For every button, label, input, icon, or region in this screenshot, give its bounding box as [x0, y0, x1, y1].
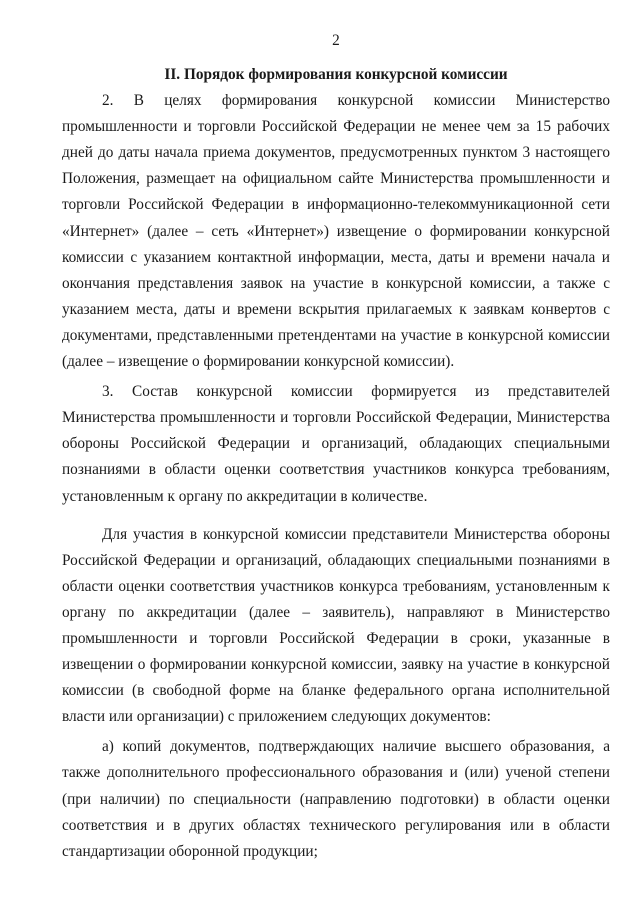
section-heading: II. Порядок формирования конкурсной комиссии [164, 66, 508, 83]
page-number: 2 [332, 32, 340, 49]
paragraph-3: 3. Состав конкурсной комиссии формируется из представителей Министерства промышленности и торговли Российской Федерации, Министерства обороны Российской Федерации и организаций, обладающих специальными познаниями в области оценки соответствия участников конкурса требованиям, установленным к органу по аккредитации в количестве. [62, 383, 610, 505]
paragraph-application: Для участия в конкурсной комиссии представители Министерства обороны Российской Федерации и организаций, обладающих специальными познаниями в области оценки соответствия участников конкурса требованиям, установленным к органу по аккредитации (далее – заявитель), направляют в Министерство промышленности и торговли Российской Федерации в сроки, указанные в извещении о формировании конкурсной комиссии, заявку на участие в конкурсной комиссии (в свободной форме на бланке федерального органа исполнительной власти или организации) с приложением следующих документов: [62, 525, 610, 726]
document-page [62, 30, 610, 865]
paragraph-2: 2. В целях формирования конкурсной комиссии Министерство промышленности и торговли Российской Федерации не менее чем за 15 рабочих дней до даты начала приема документов, предусмотренных пунктом 3 настоящего Положения, размещает на официальном сайте Министерства промышленности и торговли Российской Федерации в информационно-телекоммуникационной сети «Интернет» (далее – сеть «Интернет») извещение о формировании конкурсной комиссии с указанием контактной информации, места, даты и времени начала и окончания представления заявок на участие в конкурсной комиссии, а также с указанием места, даты и времени вскрытия прилагаемых к заявкам конвертов с документами, представленными претендентами на участие в конкурсной комиссии (далее – извещение о формировании конкурсной комиссии). [62, 92, 610, 371]
paragraph-item-a: а) копий документов, подтверждающих наличие высшего образования, а также дополнительного профессионального образования и (или) ученой степени (при наличии) по специальности (направлению подготовки) в области оценки соответствия и в других областях технического регулирования или в области стандартизации оборонной продукции; [62, 738, 610, 860]
